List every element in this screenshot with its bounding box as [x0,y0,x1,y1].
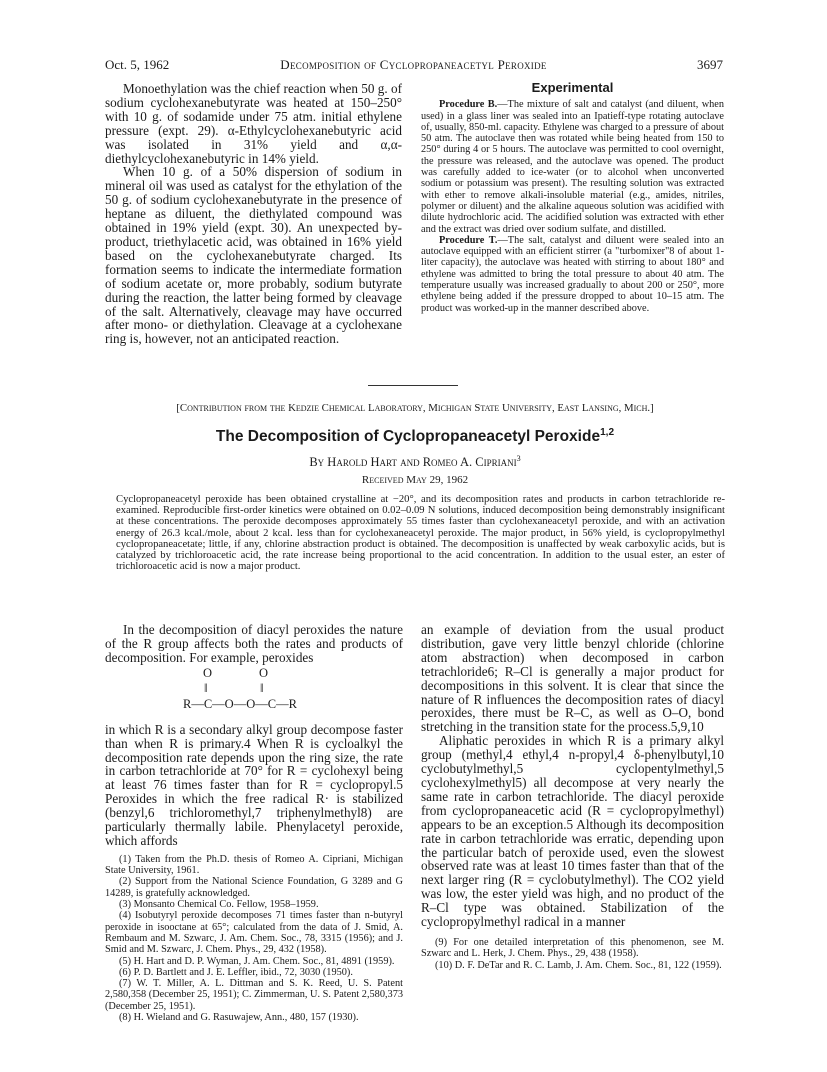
paragraph: In the decomposition of diacyl peroxides the nature of the R group affects both the rates and products of decomposition. For example, peroxides [105,622,403,665]
procedure-text: —The mixture of salt and catalyst (and diluent, when used) in a glass liner was sealed into an Ipatieff-type rotating autoclave of, usually, 850-ml. capacity. Ethylene was charged to a pressure of about 50 atm. The autoclave then was rotated while being heated from 150 to 250° during 4 or 5 hours. The autoclave was permitted to cool overnight, the pressure was released, and the autoclave was opened. The product was carefully added to ice-water (or to alcohol when unconverted sodium or potassium was present). The resulting solution was extracted with ether to remove alkali-insoluble material (e.g., amides, nitriles, polymer or diluent) and the alkaline aqueous solution was acidified with dilute hydrochloric acid. The acidified solution was extracted with ether and the extract was dried over sodium sulfate, and distilled. [421,99,725,235]
footnote: (8) H. Wieland and G. Rasuwajew, Ann., 480, 157 (1930). [119,1012,359,1024]
contribution-line: [Contribution from the Kedzie Chemical Laboratory, Michigan State University, East Lansing, Mich.] [176,402,654,414]
footnote: (1) Taken from the Ph.D. thesis of Romeo A. Cipriani, Michigan State University, 1961. [105,853,403,877]
paragraph [421,235,724,314]
author-line [105,455,725,470]
running-header-title: Decomposition of Cyclopropaneacetyl Peroxide [280,57,547,72]
abstract: Cyclopropaneacetyl peroxide has been obtained crystalline at −20°, and its decomposition rates and products in carbon tetrachloride re-examined. Reproducible first-order kinetics were obtained on 0.02–0.09 N solutions, induced decomposition being demonstrably insignificant at these concentrations. The peroxide decomposes approximately 55 times faster than cyclohexaneacetyl peroxide, and with an activation energy of 26.3 kcal./mole, about 2 kcal. less than for cyclohexaneacetyl peroxide. The major product, in 56% yield, is cyclopropylmethyl cyclopropaneacetate; little, if any, chlorine abstraction product is obtained. The decomposition is unaffected by weak carboxylic acids, but is catalyzed by trichloroacetic acid, the rate increase being proportional to the acid concentration. In addition to the usual ester, an ester of trichloroacetic acid is now a major product. [116,494,725,573]
received-date: Received May 29, 1962 [361,474,469,486]
footnote: (6) P. D. Bartlett and J. E. Leffler, ibid., 72, 3030 (1950). [119,966,353,978]
column-bottom-left [105,623,403,1023]
authors-text: By Harold Hart and Romeo A. Cipriani [309,455,517,469]
procedure-label: Procedure B. [439,99,498,111]
peroxide-structure [105,665,403,723]
column-top-left [105,82,402,346]
footnote: (3) Monsanto Chemical Co. Fellow, 1958–1959. [119,899,319,911]
title-text: The Decomposition of Cyclopropaneacetyl Peroxide [215,428,601,445]
paragraph [421,99,724,235]
oxygen-atom: O [203,665,213,680]
running-header-date: Oct. 5, 1962 [105,57,170,72]
paragraph: in which R is a secondary alkyl group decompose faster than when R is primary.4 When R is cycloalkyl the decomposition rate depends upon the ring size, the rate in carbon tetrachloride at 70° for R = cyclohexyl being at least 76 times faster than for R = cyclopropyl.5 Peroxides in which the free radical R· is stabilized (benzyl,6 trichloromethyl,7 triphenylmethyl8) are particularly thermally labile. Phenylacetyl peroxide, which affords [105,721,403,848]
section-heading: Experimental [531,80,614,95]
procedure-text: —The salt, catalyst and diluent were sealed into an autoclave equipped with an efficient stirrer (a "turbomixer"8 of about 1-liter capacity), the autoclave was heated with stirring to about 180° and ethylene was admitted to bring the total pressure to about 40 atm. The temperature usually was increased gradually to about 200 or 250°, more ethylene being added if the pressure dropped to about 10–15 atm. The product was worked-up in the manner described above. [421,234,725,314]
footnotes [421,937,724,971]
paragraph: When 10 g. of a 50% dispersion of sodium in mineral oil was used as catalyst for the ethylation of the 50 g. of sodium cyclohexanebutyrate in the presence of heptane as diluent, the diethylated compound was obtained in 19% yield (expt. 30). An unexpected by-product, triethylacetic acid, was obtained in 16% yield based on the cyclohexanebutyrate charged. Its formation seems to indicate the intermediate formation of sodium acetate or, more probably, sodium butyrate during the reaction, the latter being formed by cleavage of the salt. Alternatively, cleavage may have occurred after mono- or diethylation. Cleavage at a cyclohexane ring is, however, not an anticipated reaction. [105,164,402,347]
title-footnote-marker: 1,2 [600,426,615,438]
author-footnote-marker: 3 [516,453,521,463]
oxygen-atom: O [259,665,269,680]
footnote: (7) W. T. Miller, A. L. Dittman and S. K. Reed, U. S. Patent 2,580,358 (December 25, 1951); C. Zimmerman, U. S. Patent 2,580,373 (December 25, 1951). [105,978,403,1012]
paragraph: Aliphatic peroxides in which R is a primary alkyl group (methyl,4 ethyl,4 n-propyl,4 δ-phenylbutyl,10 cyclobutylmethyl,5 cyclopentylmethyl,5 cyclohexylmethyl5) all decompose at very nearly the same rate in carbon tetrachloride. The diacyl peroxide from cyclopropaneacetic acid (R = cyclopropylmethyl) appears to be an exception.5 Although its decomposition rate in carbon tetrachloride was erratic, depending upon the particular batch of peroxide used, even the slowest observed rate was at least 10 times faster than that of the next larger ring (R = cyclobutylmethyl). The CO2 yield was low, the ester yield was high, and no product of the R–Cl type was obtained. Stabilization of the cyclopropylmethyl radical in a manner [421,733,724,930]
column-bottom-right [421,623,724,971]
experimental-section [421,82,724,314]
footnote: (9) For one detailed interpretation of this phenomenon, see M. Szwarc and L. Herk, J. Chem. Phys., 29, 438 (1958). [421,936,724,960]
footnote: (10) D. F. DeTar and R. C. Lamb, J. Am. Chem. Soc., 81, 122 (1959). [435,959,722,971]
footnotes [105,854,403,1023]
footnote: (5) H. Hart and D. P. Wyman, J. Am. Chem. Soc., 81, 4891 (1959). [119,955,395,967]
paragraph: Monoethylation was the chief reaction when 50 g. of sodium cyclohexanebutyrate was heated at 150–250° with 10 g. of sodamide under 75 atm. initial ethylene pressure (expt. 29). α-Ethylcyclohexanebutyric acid was isolated in 31% yield and α,α-diethylcyclohexanebutyric in 14% yield. [105,81,402,166]
paragraph: an example of deviation from the usual product distribution, gave very little benzyl chloride (chlorine atom abstraction) when decomposed in carbon tetrachloride6; R–Cl is generally a major product for decompositions in this solvent. It is clear that since the nature of R influences the decomposition rates of diacyl peroxides, there must be R–C, as well as O–O, bond stretching in the transition state for the process.5,9,10 [421,622,724,735]
double-bond: ‖ [260,680,264,695]
page-number: 3697 [697,57,723,72]
footnote: (2) Support from the National Science Foundation, G 3289 and G 14289, is gratefully acknowledged. [105,876,403,899]
section-divider [368,385,458,386]
double-bond: ‖ [204,680,208,695]
article-title [105,428,725,446]
structure-formula: R—C—O—O—C—R [183,696,297,711]
procedure-label: Procedure T. [439,234,498,246]
footnote: (4) Isobutyryl peroxide decomposes 71 times faster than n-butyryl peroxide in isooctane at 65°; calculated from the data of J. Smid, A. Rembaum and M. Szwarc, J. Am. Chem. Soc., 78, 3315 (1956); and J. Smid and M. Szwarc, J. Chem. Phys., 29, 432 (1958). [105,910,403,956]
